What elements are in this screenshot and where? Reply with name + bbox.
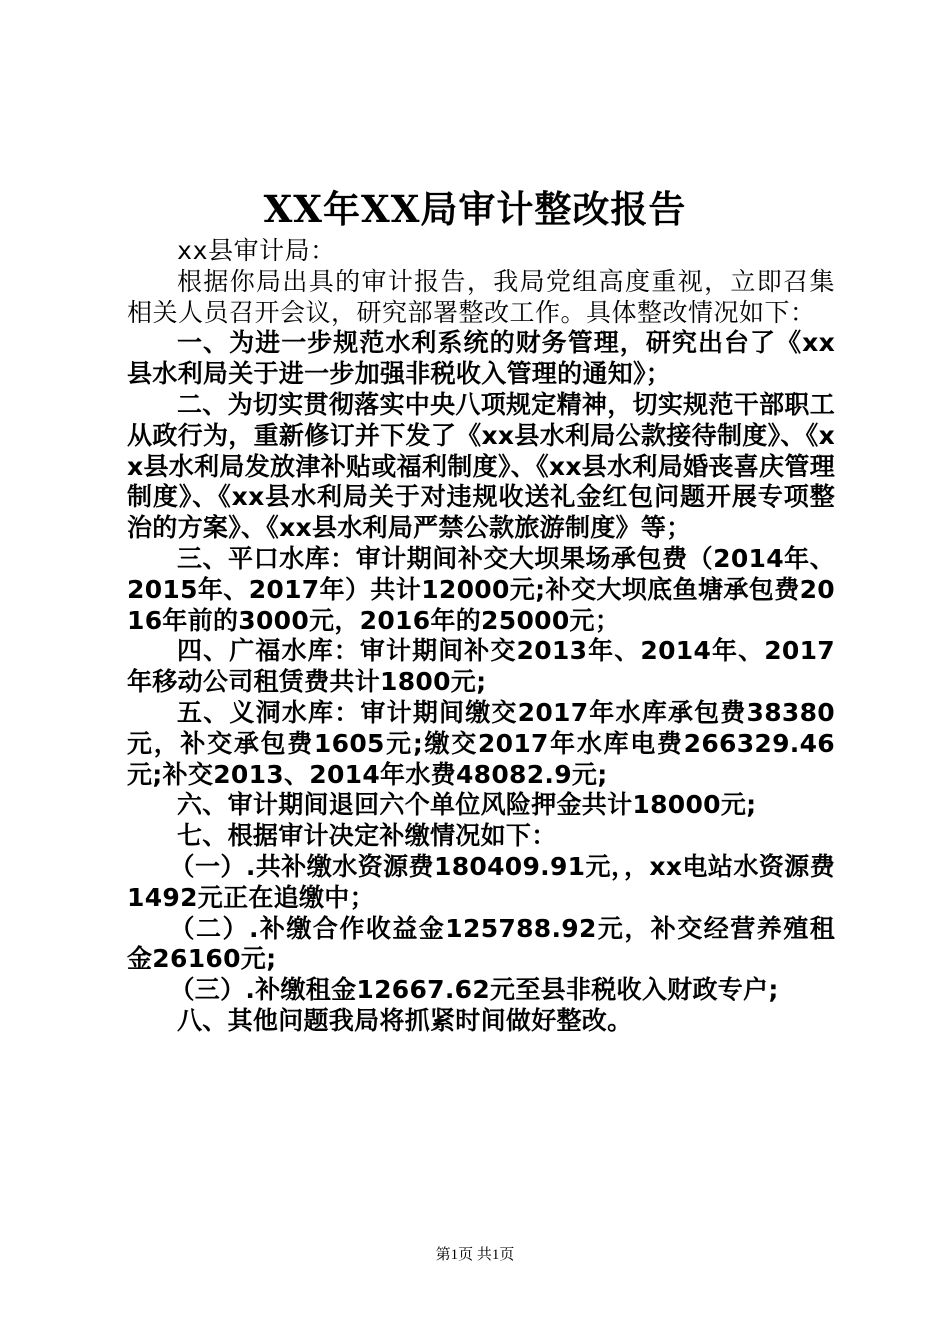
sub-item-1: （一）.共补缴水资源费180409.91元，，xx电站水资源费1492元正在追缴中； xyxy=(127,851,835,912)
sub-item-2: （二）.补缴合作收益金125788.92元，补交经营养殖租金26160元; xyxy=(127,913,835,974)
document-body xyxy=(127,236,835,1037)
item-3: 三、平口水库：审计期间补交大坝果场承包费（2014年、2015年、2017年）共计12000元;补交大坝底鱼塘承包费2016年前的3000元，2016年的25000元； xyxy=(127,543,835,635)
item-1: 一、为进一步规范水利系统的财务管理，研究出台了《xx县水利局关于进一步加强非税收入管理的通知》； xyxy=(127,328,835,389)
sub-item-3: （三）.补缴租金12667.62元至县非税收入财政专户; xyxy=(169,975,779,1005)
item-6: 六、审计期间退回六个单位风险押金共计18000元; xyxy=(177,790,757,820)
salutation: xx县审计局： xyxy=(177,236,336,265)
intro-paragraph: 根据你局出具的审计报告，我局党组高度重视，立即召集相关人员召开会议，研究部署整改工作。具体整改情况如下： xyxy=(127,266,835,327)
page-footer: 第1页 共1页 xyxy=(435,1247,515,1263)
item-2: 二、为切实贯彻落实中央八项规定精神，切实规范干部职工从政行为，重新修订并下发了《xx县水利局公款接待制度》、《xx县水利局发放津补贴或福利制度》、《xx县水利局婚丧喜庆管理制度》、《xx县水利局关于对违规收送礼金红包问题开展专项整治的方案》、《xx县水利局严禁公款旅游制度》等； xyxy=(127,389,835,543)
item-4: 四、广福水库：审计期间补交2013年、2014年、2017年移动公司租赁费共计1800元; xyxy=(127,636,835,697)
item-5: 五、义洞水库：审计期间缴交2017年水库承包费38380元，补交承包费1605元;缴交2017年水库电费266329.46元;补交2013、2014年水费48082.9元; xyxy=(127,697,835,789)
document-title: XX年XX局审计整改报告 xyxy=(263,187,687,231)
item-8: 八、其他问题我局将抓紧时间做好整改。 xyxy=(177,1005,633,1035)
item-7: 七、根据审计决定补缴情况如下： xyxy=(177,821,557,851)
